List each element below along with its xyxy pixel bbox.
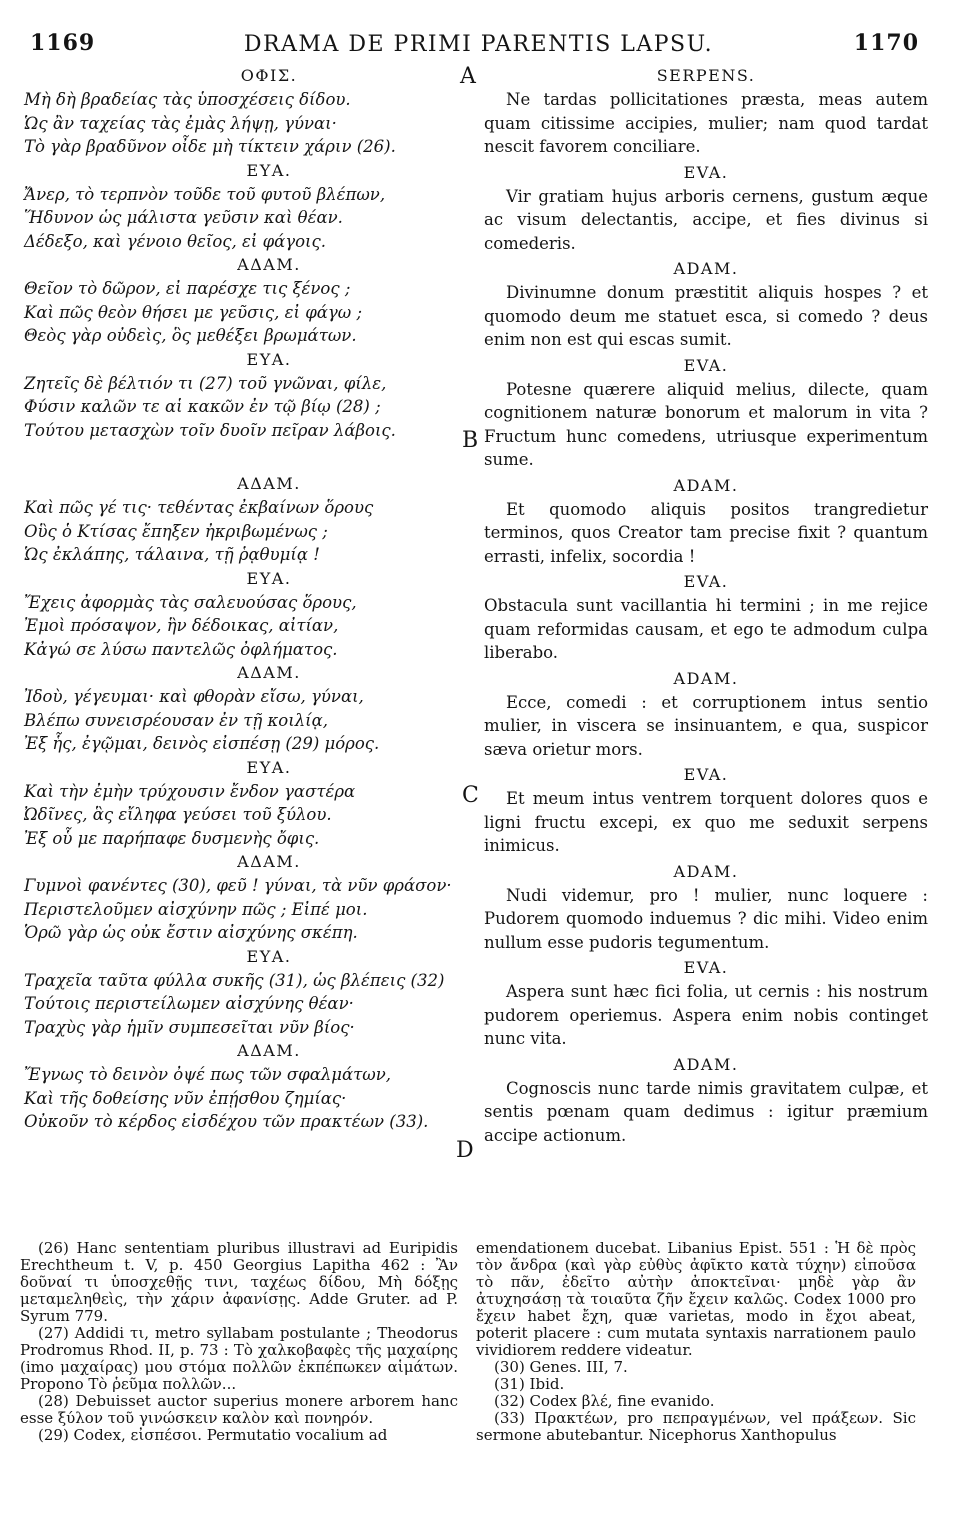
footnote-26: (26) Hanc sententiam pluribus illustravi ad Euripidis Erechtheum t. V, p. 450 Georgius Lapitha 462 : Ἂν δοῦναί τι ὑποσχεθῇς τινι, ταχέως δίδου, Μὴ δόξῃς μεταμεληθεὶς, τὴν χάριν ἀφανίσῃς. Adde Gruter. ad P. Syrum 779. (20, 1239, 458, 1325)
verse-line: Γυμνοὶ φανέντες (30), φεῦ ! γύναι, τὰ νῦν φράσον· (24, 876, 452, 895)
verse-line: Θεῖον τὸ δῶρον, εἰ παρέσχε τις ξένος ; (24, 279, 351, 298)
speaker-label: EVA. (683, 958, 729, 977)
speaker-label: ΕΥΑ. (246, 946, 292, 966)
speaker-label: ΑΔΑΜ. (237, 255, 301, 274)
verse-line: Ἐξ ἧς, ἐγῷμαι, δεινὸς εἰσπέσῃ (29) μόρος. (24, 734, 380, 753)
latin-paragraph: Aspera sunt hæc fici folia, ut cernis : his nostrum pudorem operiemus. Aspera enim nobis continget nunc vita. (484, 982, 928, 1048)
footnote-29: (29) Codex, εἰσπέσοι. Permutatio vocalium ad (38, 1426, 388, 1444)
verse-line: Φύσιν καλῶν τε αἱ κακῶν ἐν τῷ βίῳ (28) ; (24, 397, 381, 416)
speaker-label: ΕΥΑ. (246, 568, 292, 588)
greek-column (24, 64, 454, 1134)
verse-line: Θεὸς γὰρ οὐδεὶς, ὃς μεθέξει βρωμάτων. (24, 326, 357, 345)
latin-paragraph: Vir gratiam hujus arboris cernens, gustum æque ac visum delectantis, accipe, et fies divinus si comederis. (484, 186, 928, 253)
verse-line: Τὸ γὰρ βραδῦνον οἶδε μὴ τίκτειν χάριν (26). (24, 137, 396, 156)
page-number-left: 1169 (30, 30, 96, 56)
speaker-label: ADAM. (673, 1054, 739, 1074)
verse-line: Δέδεξο, καὶ γένοιο θεῖος, εἰ φάγοις. (24, 231, 327, 251)
running-header (0, 30, 957, 60)
verse-line: Ἔγνως τὸ δεινὸν ὀψέ πως τῶν σφαλμάτων, (24, 1065, 392, 1084)
spacer (24, 442, 454, 472)
speaker-label: ΕΥΑ. (246, 160, 292, 180)
verse-line: Περιστελοῦμεν αἰσχύνην πῶς ; Εἰπέ μοι. (24, 899, 368, 919)
verse-line: Μὴ δὴ βραδείας τὰς ὑποσχέσεις δίδου. (24, 90, 351, 109)
verse-line: Ἐξ οὗ με παρήπαφε δυσμενὴς ὄφις. (24, 828, 320, 848)
latin-paragraph: Divinumne donum præstitit aliquis hospes ? et quomodo deum me statuet esca, si comedo ? deus enim non est qui escas sumit. (484, 283, 928, 349)
verse-line: Ὁρῶ γὰρ ὡς οὐκ ἔστιν αἰσχύνης σκέπη. (24, 923, 358, 942)
latin-column (484, 64, 928, 1149)
latin-paragraph: Et meum intus ventrem torquent dolores quos e ligni fructu excepi, ex quo me seduxit serpens inimicus. (484, 789, 928, 855)
verse-line: Τούτου μετασχὼν τοῖν δυοῖν πεῖραν λάβοις. (24, 420, 396, 440)
verse-line: Βλέπω συνεισρέουσαν ἐν τῇ κοιλίᾳ, (24, 710, 329, 730)
latin-paragraph: Et quomodo aliquis positos trangredietur terminos, quos Creator tam precise fixit ? quantum errasti, infelix, socordia ! (484, 499, 928, 566)
speaker-label: EVA. (683, 355, 729, 375)
verse-line: Ἐμοὶ πρόσαψον, ἣν δέδοικας, αἰτίαν, (24, 616, 339, 635)
verse-line: Ἥδυνον ὡς μάλιστα γεῦσιν καὶ θέαν. (24, 208, 343, 227)
speaker-label: ΕΥΑ. (246, 349, 292, 369)
verse-line: Ζητεῖς δὲ βέλτιόν τι (27) τοῦ γνῶναι, φίλε, (24, 373, 387, 393)
footnote-28: (28) Debuisset auctor superius monere arborem hanc esse ξύλον τοῦ γινώσκειν καλὸν καὶ πονηρόν. (20, 1392, 458, 1427)
speaker-label: ΑΔΑΜ. (237, 852, 301, 871)
verse-line: Τραχεῖα ταῦτα φύλλα συκῆς (31), ὡς βλέπεις (32) (24, 970, 445, 990)
footnote-33: (33) Πρακτέων, pro πεπραγμένων, vel πράξεων. Sic sermone abutebantur. Nicephorus Xanthopulus (476, 1409, 916, 1444)
speaker-label: ΑΔΑΜ. (237, 474, 301, 493)
verse-line: Ὡς ἂν ταχείας τὰς ἐμὰς λήψῃ, γύναι· (24, 113, 337, 133)
verse-line: Καὶ τὴν ἐμὴν τρύχουσιν ἔνδον γαστέρα (24, 781, 356, 801)
verse-line: Ἰδοὺ, γέγευμαι· καὶ φθορὰν εἴσω, γύναι, (24, 687, 364, 706)
latin-paragraph: Cognoscis nunc tarde nimis gravitatem culpæ, et sentis pœnam quam dedimus : igitur præmium accipe actionum. (484, 1078, 928, 1145)
margin-letter-b: B (462, 428, 479, 453)
latin-paragraph: Nudi videmur, pro ! mulier, nunc loquere : Pudorem quomodo induemus ? dic mihi. Video enim nullum esse pudoris tegumentum. (484, 885, 928, 952)
footnote-27: (27) Addidi τι, metro syllabam postulante ; Theodorus Prodromus Rhod. II, p. 73 : Τὸ χαλκοβαφὲς τῆς μαχαίρης (imo μαχαίρας) μου στόμα πολλῶν ἐκπέπωκεν αἱμάτων. Propono Τὸ ῥεῦμα πολλῶν... (20, 1324, 458, 1393)
verse-line: Καὶ τῆς δοθείσης νῦν ἐπῄσθου ζημίας· (24, 1088, 347, 1108)
running-title: DRAMA DE PRIMI PARENTIS LAPSU. (243, 32, 714, 57)
speaker-label: ADAM. (673, 259, 739, 278)
speaker-label: EVA. (683, 162, 729, 182)
verse-line: Ἔχεις ἀφορμὰς τὰς σαλευούσας ὅρους, (24, 592, 357, 612)
footnote-31: (31) Ibid. (494, 1375, 565, 1393)
verse-line: Ὠδῖνες, ἃς εἴληφα γεύσει τοῦ ξύλου. (24, 805, 332, 824)
latin-paragraph: Potesne quærere aliquid melius, dilecte, quam cognitionem naturæ bonorum et malorum in vita ? Fructum hunc comedens, utriusque experimentum sume. (484, 379, 928, 469)
verse-line: Ὡς ἐκλάπης, τάλαινα, τῇ ῥᾳθυμίᾳ ! (24, 545, 320, 564)
footnotes-right (476, 1240, 916, 1444)
page-number-right: 1170 (853, 30, 919, 56)
verse-line: Οὐκοῦν τὸ κέρδος εἰσδέχου τῶν πρακτέων (33). (24, 1112, 429, 1131)
verse-line: Οὓς ὁ Κτίσας ἔπηξεν ἠκριβωμένως ; (24, 521, 328, 541)
verse-line: Τραχὺς γὰρ ἡμῖν συμπεσεῖται νῦν βίος· (24, 1017, 355, 1037)
verse-line: Κἀγώ σε λύσω παντελῶς ὀφλήματος. (24, 639, 338, 659)
verse-line: Ἄνερ, τὸ τερπνὸν τοῦδε τοῦ φυτοῦ βλέπων, (24, 184, 386, 204)
latin-paragraph: Obstacula sunt vacillantia hi termini ; in me rejice quam reformidas causam, et ego te admodum culpa liberabo. (484, 596, 928, 662)
footnote-continuation: emendationem ducebat. Libanius Epist. 551 : Ἡ δὲ πρὸς τὸν ἄνδρα (καὶ γὰρ εὐθὺς ἀφῖκτο κατὰ τύχην) εἰποῦσα τὸ πᾶν, ἐδεῖτο αὐτὴν ἀποκτεῖναι· μηδὲ γὰρ ἂν ἀτυχησάσῃ τὰ τοιαῦτα ζῆν ἔχειν καλῶς. Codex 1000 pro ἔχειν habet ἔχη, quæ varietas, modo in ἔχοι abeat, poterit placere : cum mutata syntaxis narrationem paulo vividiorem reddere videatur. (476, 1239, 916, 1359)
footnote-32: (32) Codex βλέ, fine evanido. (494, 1392, 715, 1410)
latin-paragraph: Ecce, comedi : et corruptionem intus sentio mulier, in viscera se insinuantem, e qua, suspicor sæva orietur mors. (484, 692, 928, 759)
speaker-label: ADAM. (673, 668, 739, 688)
margin-letter-c: C (462, 783, 479, 808)
verse-line: Καὶ πῶς γέ τις· τεθέντας ἐκβαίνων ὅρους (24, 498, 374, 517)
speaker-label: ADAM. (673, 475, 739, 495)
footnote-30: (30) Genes. III, 7. (494, 1358, 628, 1376)
margin-letter-a: A (460, 64, 476, 89)
speaker-label: ADAM. (673, 861, 739, 881)
verse-line: Τούτοις περιστείλωμεν αἰσχύνης θέαν· (24, 994, 354, 1013)
speaker-label: SERPENS. (656, 66, 756, 85)
margin-letter-d: D (456, 1138, 474, 1163)
speaker-label: ΕΥΑ. (246, 757, 292, 777)
speaker-label: EVA. (683, 765, 729, 784)
speaker-label: ΟΦΙΣ. (240, 66, 298, 85)
speaker-label: EVA. (683, 572, 729, 591)
speaker-label: ΑΔΑΜ. (237, 663, 301, 682)
verse-line: Καὶ πῶς θεὸν θήσει με γεῦσις, εἰ φάγω ; (24, 302, 363, 322)
footnotes-left (20, 1240, 458, 1444)
speaker-label: ΑΔΑΜ. (237, 1041, 301, 1060)
latin-paragraph: Ne tardas pollicitationes præsta, meas autem quam citissime accipies, mulier; nam quod tardat nescit favorem conciliare. (484, 90, 928, 156)
